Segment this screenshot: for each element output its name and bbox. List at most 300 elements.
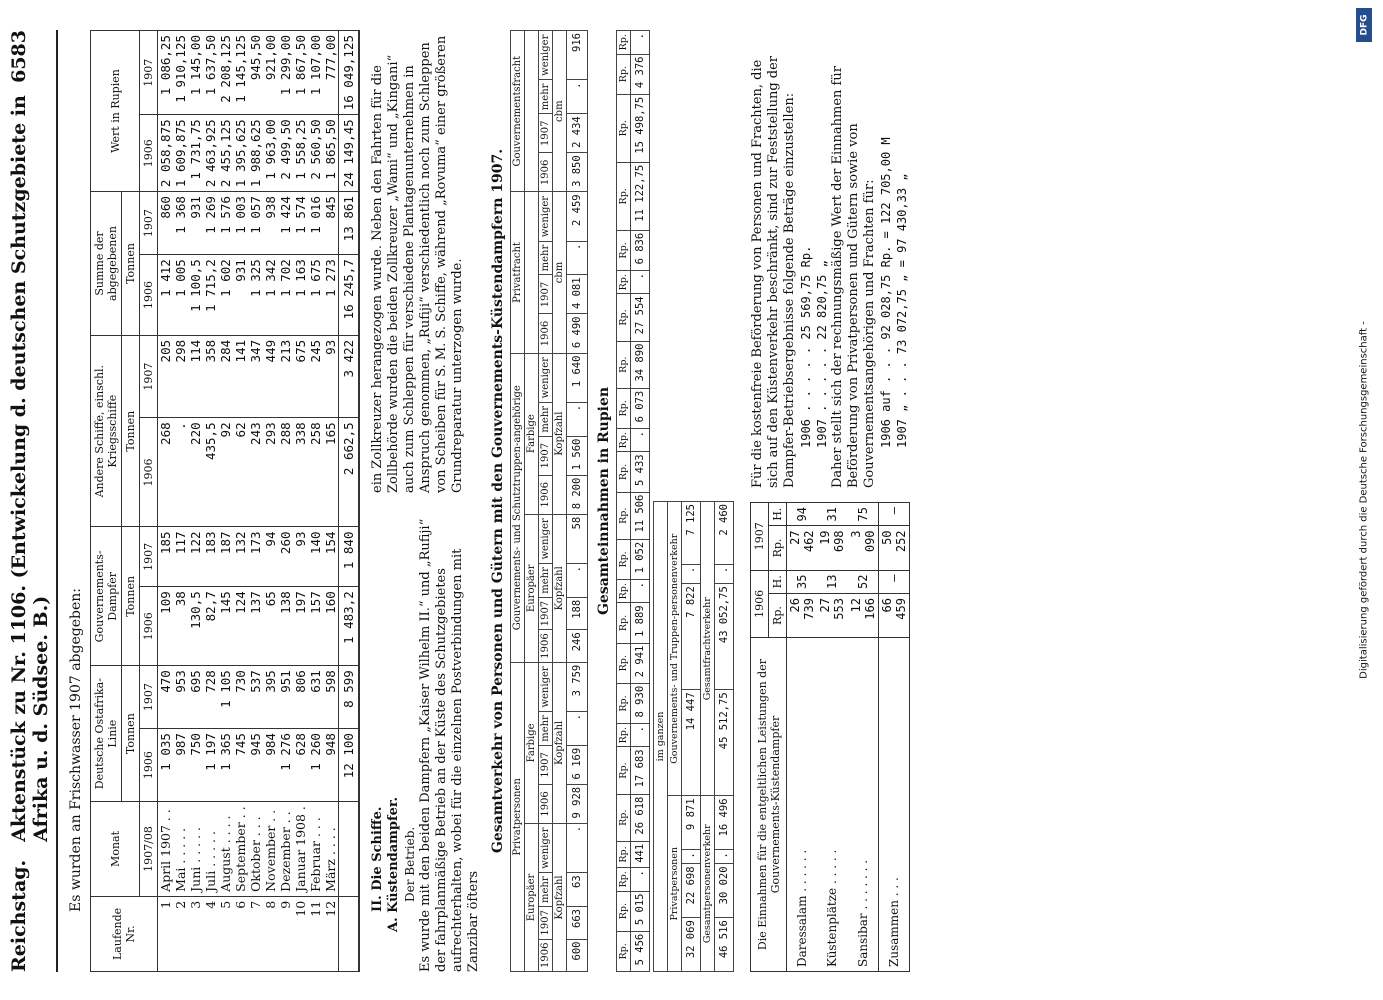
- table-cell: 5 433: [631, 452, 650, 492]
- table-cell: 6 073: [631, 388, 650, 428]
- rt-l1: 1906 . . . . . 25 569,75 Rp.: [799, 245, 813, 448]
- im-ganzen-label: im ganzen: [654, 502, 668, 972]
- table-cell: 675: [293, 335, 308, 418]
- th-unit: Rp.: [617, 294, 631, 341]
- table-cell: 395: [263, 666, 278, 729]
- table-cell: August . . . .: [218, 802, 233, 897]
- table-cell: 745: [233, 729, 248, 802]
- table-cell: 45 512,75: [715, 690, 734, 796]
- sum-cell: 1 483,2: [339, 587, 360, 666]
- table-cell: 32 069: [682, 918, 701, 972]
- table-cell: 1 260: [308, 729, 323, 802]
- th-year: 1906: [539, 314, 553, 353]
- table-cell: 1 560: [567, 436, 588, 475]
- table-cell: 1 715,2: [203, 255, 218, 336]
- sum-cell: 8 599: [339, 666, 360, 729]
- table-cell: 948: [323, 729, 339, 802]
- table-cell: 1 107,00: [308, 31, 323, 115]
- th-unit: Rp.: [617, 724, 631, 747]
- table-cell: 3 759: [567, 662, 588, 711]
- subsection-heading: A. Küstendampfer.: [386, 796, 401, 932]
- table-cell: 347: [248, 335, 263, 418]
- table-cell: November . .: [263, 802, 278, 897]
- th-year: 1907: [539, 745, 553, 784]
- sum-cell: 2 662,5: [339, 418, 360, 527]
- table-cell: 205: [158, 335, 174, 418]
- table-cell: 628: [293, 729, 308, 802]
- table-cell: 9 871: [682, 796, 701, 850]
- th-year: 1906: [539, 475, 553, 514]
- rt-l2: 1907 . . . . . 22 820,75 „: [815, 260, 829, 448]
- table-cell: 338: [293, 418, 308, 527]
- table-cell: .: [631, 271, 650, 294]
- g-privat-label: Privatpersonen: [668, 796, 682, 972]
- table-cell: 3 850: [567, 153, 588, 192]
- header-left: Reichstag.: [8, 859, 30, 972]
- page-header: [8, 30, 58, 972]
- table-cell: 1 424: [278, 192, 293, 255]
- table-cell: 4: [203, 896, 218, 971]
- table-row: [787, 503, 818, 972]
- th-unit: Rp.: [617, 747, 631, 794]
- table-cell: 58: [567, 514, 588, 563]
- table-cell: 449: [263, 335, 278, 418]
- table-cell: 2 455,125: [218, 115, 233, 192]
- text-left: Es wurde mit den beiden Dampfern „Kaiser Wilhelm II.“ und „Rufiji“ der fahrplanmäßige Betrieb an der Küste des Schutzgebietes aufrechterhalten, wobei für die einzelnen Postverbindungen mit Zanzibar öfters: [418, 518, 481, 972]
- table-cell: 1 269: [203, 192, 218, 255]
- table-cell: 197: [293, 587, 308, 666]
- table-cell: 27 553: [817, 594, 847, 638]
- table-cell: 2 560,50: [308, 115, 323, 192]
- table-cell: 598: [323, 666, 339, 729]
- table-cell: 52: [847, 570, 878, 593]
- th-unit: cbm: [553, 192, 567, 353]
- table-cell: 2 459: [567, 192, 588, 241]
- table-cell: 931: [188, 192, 203, 255]
- table-cell: 5: [218, 896, 233, 971]
- table-cell: 1 342: [263, 255, 278, 336]
- table-cell: .: [567, 241, 588, 275]
- betrieb-label: Der Betrieb.: [403, 826, 417, 902]
- table-cell: 1 299,00: [278, 31, 293, 115]
- table-cell: 213: [278, 335, 293, 418]
- sum-cell: 1 840: [339, 527, 360, 587]
- th-unit: Rp.: [617, 162, 631, 230]
- table-cell: 1 003: [233, 192, 248, 255]
- rt-p2: Daher stellt sich der rechnungsmäßige Wert der Einnahmen für Beförderung von Privatpersonen und Gütern sowie von Gouvernementsangehörigen und Frachten für:: [830, 66, 877, 488]
- table-cell: 15 498,75: [631, 94, 650, 162]
- th-unit: Rp.: [617, 868, 631, 891]
- table-cell: 298: [173, 335, 188, 418]
- th-unit: Tonnen: [122, 192, 140, 336]
- table-cell: 1 273: [323, 255, 339, 336]
- th-year: mehr: [539, 402, 553, 436]
- table-cell: 1 057: [248, 192, 263, 255]
- table-cell: 46 516: [715, 918, 734, 972]
- table-row: [263, 31, 278, 972]
- dfg-logo-text: DFG: [1359, 14, 1370, 36]
- text-right: ein Zollkreuzer herangezogen wurde. Neben den Fahrten für die Zollbehörde wurden die beiden Zollkreuzer „Wami“ und „Kingani“ auch zum Schleppen für verschiedene Plantagenunternehmen in Anspruch genommen, „Rufiji“ verschiedentlich noch zum Schleppen von Scheiben für S. M. S. Schiffe, während „Rovuma“ einer größeren Grundreparatur unterzogen wurde.: [370, 35, 465, 493]
- table-cell: 2 499,50: [278, 115, 293, 192]
- table-cell: 7 822: [682, 584, 701, 690]
- sum-cell: 16 049,125: [339, 31, 360, 115]
- table-cell: 1 602: [218, 255, 233, 336]
- traffic-table-title: Gesamtverkehr von Personen und Gütern mit den Gouvernements-Küstendampfern 1907.: [490, 148, 506, 854]
- section-heading: II. Die Schiffe.: [370, 806, 385, 912]
- table-cell: 75: [847, 503, 878, 526]
- table-cell: 2 463,925: [203, 115, 218, 192]
- th-europaer: Europäer: [525, 514, 539, 662]
- table-cell: 1 910,125: [173, 31, 188, 115]
- table-cell: 1 574: [293, 192, 308, 255]
- table-cell: 183: [203, 527, 218, 587]
- table-cell: .: [631, 429, 650, 452]
- table-cell: Juli . . . . .: [203, 802, 218, 897]
- table-cell: 663: [567, 907, 588, 939]
- table-cell: 188: [567, 597, 588, 629]
- table-cell: 1 163: [293, 255, 308, 336]
- th-unit: Tonnen: [122, 527, 140, 666]
- th-unit: Rp.: [617, 794, 631, 841]
- th-unit: Rp.: [617, 271, 631, 294]
- th-unit: Rp.: [617, 580, 631, 603]
- table-cell: 1 005: [173, 255, 188, 336]
- table-row: [278, 31, 293, 972]
- table-cell: 470: [158, 666, 174, 729]
- table-cell: 1 865,50: [323, 115, 339, 192]
- table-cell: 987: [173, 729, 188, 802]
- table-cell: 26 739: [787, 594, 818, 638]
- table-cell: 268: [158, 418, 174, 527]
- th-year: mehr: [539, 712, 553, 746]
- table-cell: 806: [293, 666, 308, 729]
- g-gouv-label: Gouvernements- und Truppen-personenverkehr: [668, 502, 682, 796]
- th-month-sub: 1907/08: [140, 802, 158, 897]
- th-year: 1907: [140, 527, 158, 587]
- rt-p1: Für die kostenfreie Beförderung von Personen und Frachten, die sich auf den Küstenverkehr beschränkt, sind zur Feststellung der Dampfer-Betriebsergebnisse folgende Beträge einzustellen:: [750, 55, 797, 488]
- th-year: 1906: [539, 939, 553, 971]
- table-cell: 13: [817, 570, 847, 593]
- th-unit: Rp.: [617, 341, 631, 388]
- th-unit: Rp.: [617, 643, 631, 683]
- table-cell: 6 836: [631, 230, 650, 270]
- table-cell: 187: [218, 527, 233, 587]
- table-cell: 8 930: [631, 683, 650, 723]
- th-privatfracht: Privatfracht: [511, 192, 525, 353]
- th-unit: Kopfzahl: [553, 353, 567, 514]
- th-gouv-angehoerige: Gouvernements- und Schutztruppen-angehörige: [511, 353, 525, 662]
- table-cell: 38: [173, 587, 188, 666]
- sum-cell: 12 100: [339, 729, 360, 802]
- table-cell: 845: [323, 192, 339, 255]
- table-cell: 34 890: [631, 341, 650, 388]
- th-year: 1907: [539, 436, 553, 475]
- g-fracht-label: Gesamtfrachtverkehr: [701, 502, 715, 796]
- table-row: [188, 31, 203, 972]
- table-cell: .: [631, 868, 650, 891]
- table-cell: 92: [218, 418, 233, 527]
- table-cell: 246: [567, 630, 588, 662]
- th-year: 1906: [140, 729, 158, 802]
- th-unit: Rp.: [617, 603, 631, 643]
- table-cell: 43 052,75: [715, 584, 734, 690]
- table-cell: 145: [218, 587, 233, 666]
- table-cell: 3: [188, 896, 203, 971]
- table-cell: [339, 802, 360, 897]
- table-cell: .: [715, 564, 734, 583]
- income-table: [750, 502, 910, 972]
- table-cell: 1 988,625: [248, 115, 263, 192]
- th-unit: Tonnen: [122, 666, 140, 802]
- th-andere: Andere Schiffe, einschl. Kriegsschiffe: [91, 335, 122, 527]
- table-cell: 8: [263, 896, 278, 971]
- th-year: mehr: [539, 873, 553, 907]
- th-wert: Wert in Rupien: [91, 31, 140, 192]
- table-cell: 109: [158, 587, 174, 666]
- table-cell: 6 490: [567, 314, 588, 353]
- th-year: 1907: [539, 907, 553, 939]
- table-cell: 284: [218, 335, 233, 418]
- table-cell: 938: [263, 192, 278, 255]
- table-cell: 2: [173, 896, 188, 971]
- sum-cell: 16 245,7: [339, 255, 360, 336]
- table-cell: 10: [293, 896, 308, 971]
- th-year: 1907: [539, 114, 553, 153]
- table-cell: 9 928: [567, 784, 588, 823]
- sum-cell: Zusammen . . .: [878, 638, 909, 972]
- th-year: weniger: [539, 662, 553, 711]
- th-year: 1907: [539, 597, 553, 629]
- th-unit: Rp.: [617, 452, 631, 492]
- table-cell: 11: [308, 896, 323, 971]
- section-text: [370, 30, 482, 972]
- table-row: [158, 31, 174, 972]
- table-cell: 140: [308, 527, 323, 587]
- table-cell: 916: [567, 31, 588, 81]
- table-cell: 1 558,25: [293, 115, 308, 192]
- table-cell: 165: [323, 418, 339, 527]
- table-cell: Mai . . . . .: [173, 802, 188, 897]
- table-cell: 82,7: [203, 587, 218, 666]
- table-cell: 1 100,5: [188, 255, 203, 336]
- th-1906: 1906: [751, 570, 769, 638]
- table-cell: 35: [787, 570, 818, 593]
- th-unit: Tonnen: [122, 335, 140, 527]
- table-cell: Oktober . . .: [248, 802, 263, 897]
- table-cell: 27 554: [631, 294, 650, 341]
- table-cell: .: [173, 418, 188, 527]
- table-cell: 695: [188, 666, 203, 729]
- table-cell: .: [567, 402, 588, 436]
- table-cell: Dezember . .: [278, 802, 293, 897]
- th-unit: Rp.: [617, 683, 631, 723]
- table-cell: 173: [248, 527, 263, 587]
- table-cell: 122: [188, 527, 203, 587]
- th-unit: cbm: [553, 31, 567, 192]
- th-year: 1906: [539, 784, 553, 823]
- th-year: 1907: [140, 335, 158, 418]
- table-cell: 951: [278, 666, 293, 729]
- credit-text: Digitalisierung gefördert durch die Deutsche Forschungsgemeinschaft -: [1358, 321, 1370, 679]
- table-cell: .: [631, 580, 650, 603]
- table-row: [203, 31, 218, 972]
- table-cell: Sansibar . . . . . . .: [847, 638, 878, 972]
- th-lfd: Laufende Nr.: [91, 896, 158, 971]
- th-summe: Summe der abgegebenen: [91, 192, 122, 336]
- th-unit: Rp.: [617, 931, 631, 971]
- table-cell: 9: [278, 896, 293, 971]
- table-cell: 12 166: [847, 594, 878, 638]
- table-cell: 1 395,625: [233, 115, 248, 192]
- table-cell: 5 456: [631, 931, 650, 971]
- rt-l4: 1907 „ . . . 73 072,75 „ = 97 430,33 „: [895, 173, 909, 448]
- table-cell: 62: [233, 418, 248, 527]
- th-europaer: Europäer: [525, 823, 539, 971]
- table-cell: 1 640: [567, 353, 588, 402]
- table-cell: 921,00: [263, 31, 278, 115]
- table-cell: 157: [308, 587, 323, 666]
- th-unit: Rp.: [617, 539, 631, 579]
- table-cell: 27 462: [787, 526, 818, 570]
- table-cell: 124: [233, 587, 248, 666]
- th-unit: Kopfzahl: [553, 514, 567, 662]
- table-cell: 2 434: [567, 114, 588, 153]
- sum-cell: 24 149,45: [339, 115, 360, 192]
- th-unit: Rp.: [617, 31, 631, 55]
- th-income-desc: Die Einnahmen für die entgeltlichen Leistungen der Gouvernements-Küstendampfer: [751, 638, 787, 972]
- table-cell: 6: [233, 896, 248, 971]
- einnahmen-title: Gesamteinnahmen in Rupien: [596, 386, 612, 616]
- table-cell: Januar 1908 .: [293, 802, 308, 897]
- table-row: [293, 31, 308, 972]
- sum-cell: —: [878, 503, 909, 526]
- table-row: [218, 31, 233, 972]
- table-cell: 243: [248, 418, 263, 527]
- th-h: H.: [769, 570, 787, 593]
- th-unit: Rp.: [617, 94, 631, 162]
- einnahmen-table: [616, 30, 650, 972]
- table-cell: Juni . . . . .: [188, 802, 203, 897]
- table-cell: 600: [567, 939, 588, 971]
- table-cell: 94: [263, 527, 278, 587]
- table-cell: .: [715, 850, 734, 864]
- table-cell: 441: [631, 841, 650, 867]
- th-year: weniger: [539, 353, 553, 402]
- table-cell: 11 122,75: [631, 162, 650, 230]
- th-year: 1906: [140, 587, 158, 666]
- table-cell: 750: [188, 729, 203, 802]
- th-doal: Deutsche Ostafrika-Linie: [91, 666, 122, 802]
- table-cell: 260: [278, 527, 293, 587]
- table-cell: 945,50: [248, 31, 263, 115]
- th-year: 1907: [539, 275, 553, 314]
- table-cell: 728: [203, 666, 218, 729]
- th-year: 1906: [539, 153, 553, 192]
- table-row: [308, 31, 323, 972]
- table-cell: Februar . . .: [308, 802, 323, 897]
- table-cell: 5 015: [631, 891, 650, 931]
- table-cell: 185: [158, 527, 174, 587]
- sum-row: [878, 503, 909, 972]
- sum-cell: 50 252: [878, 526, 909, 570]
- dfg-logo: [1356, 8, 1372, 42]
- table-cell: April 1907 . .: [158, 802, 174, 897]
- table-cell: 1 035: [158, 729, 174, 802]
- table-cell: .: [631, 31, 650, 55]
- table-cell: 1 412: [158, 255, 174, 336]
- table-cell: 16 496: [715, 796, 734, 850]
- table-cell: März . . . .: [323, 802, 339, 897]
- table-cell: 1 889: [631, 603, 650, 643]
- table-cell: 1 609,875: [173, 115, 188, 192]
- table-cell: 1 086,25: [158, 31, 174, 115]
- th-year: 1907: [140, 31, 158, 115]
- table-cell: 12: [323, 896, 339, 971]
- g-person-label: Gesamtpersonenverkehr: [701, 796, 715, 972]
- table-cell: 1 145,125: [233, 31, 248, 115]
- table-cell: 1 016: [308, 192, 323, 255]
- table-cell: 220: [188, 418, 203, 527]
- table-cell: 631: [308, 666, 323, 729]
- table-cell: 117: [173, 527, 188, 587]
- table-cell: September . .: [233, 802, 248, 897]
- table-cell: 984: [263, 729, 278, 802]
- traffic-table: [510, 30, 588, 972]
- right-text: [750, 30, 910, 488]
- table-cell: 777,00: [323, 31, 339, 115]
- table-cell: 2 058,875: [158, 115, 174, 192]
- table-cell: 1 197: [203, 729, 218, 802]
- table-cell: .: [567, 712, 588, 746]
- th-farbige: Farbige: [525, 353, 539, 514]
- table-cell: [339, 896, 360, 971]
- table-cell: 931: [233, 255, 248, 336]
- table-cell: 2 941: [631, 643, 650, 683]
- intro-text: Es wurden an Frischwasser 1907 abgegeben:: [68, 588, 84, 912]
- th-year: weniger: [539, 31, 553, 81]
- table-row: [817, 503, 847, 972]
- table-cell: 26 618: [631, 794, 650, 841]
- table-cell: Küstenplätze . . . . .: [817, 638, 847, 972]
- table-cell: 258: [308, 418, 323, 527]
- page-number: 6583: [8, 30, 30, 83]
- th-monat: Monat: [91, 802, 140, 897]
- table-cell: 93: [323, 335, 339, 418]
- th-unit: Rp.: [617, 841, 631, 867]
- th-unit: Rp.: [617, 54, 631, 94]
- table-cell: 245: [308, 335, 323, 418]
- table-cell: 31: [817, 503, 847, 526]
- th-unit: Kopfzahl: [553, 662, 567, 823]
- th-unit: Kopfzahl: [553, 823, 567, 971]
- table-cell: 2 460: [715, 502, 734, 565]
- table-row: [323, 31, 339, 972]
- th-unit: Rp.: [617, 230, 631, 270]
- table-cell: 953: [173, 666, 188, 729]
- table-cell: Daressalam . . . . . .: [787, 638, 818, 972]
- table-cell: 1 368: [173, 192, 188, 255]
- table-cell: 1 867,50: [293, 31, 308, 115]
- table-cell: 154: [323, 527, 339, 587]
- sum-cell: 66 459: [878, 594, 909, 638]
- table-cell: 14 447: [682, 690, 701, 796]
- table-cell: 1 576: [218, 192, 233, 255]
- sum-cell: 3 422: [339, 335, 360, 418]
- th-gouv: Gouvernements-Dampfer: [91, 527, 122, 666]
- table-cell: 6 169: [567, 745, 588, 784]
- table-cell: 63: [567, 873, 588, 907]
- table-cell: 7 125: [682, 502, 701, 565]
